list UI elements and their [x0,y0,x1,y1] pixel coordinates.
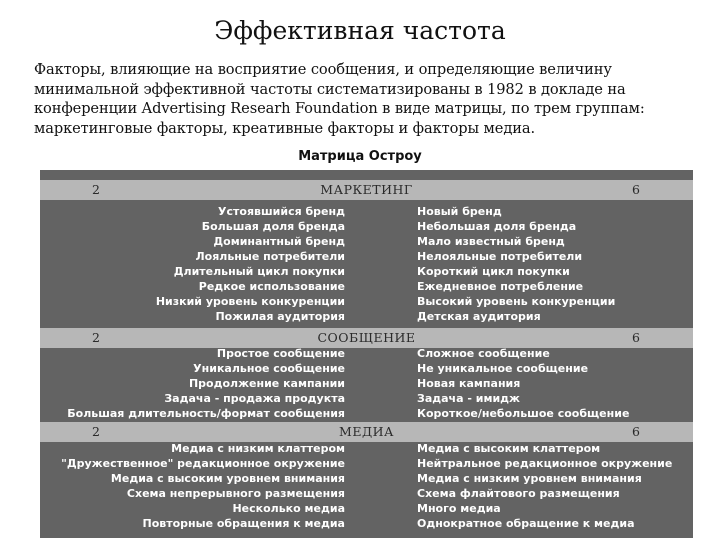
scale-high: 6 [632,182,640,197]
factor-low-frequency: "Дружественное" редакционное окружение [61,457,345,470]
matrix-row [40,264,693,279]
factor-high-frequency: Ежедневное потребление [417,280,584,293]
matrix-row [40,249,693,264]
factor-high-frequency: Новый бренд [417,205,502,218]
factor-high-frequency: Новая кампания [417,377,521,390]
factor-low-frequency: Пожилая аудитория [215,310,345,323]
matrix-row [40,486,693,501]
matrix-title: Матрица Остроу [298,149,422,164]
matrix-row [40,294,693,309]
factor-low-frequency: Медиа с низким клаттером [171,442,345,455]
scale-low: 2 [92,424,100,439]
group-header-media [40,422,693,442]
factor-high-frequency: Короткое/небольшое сообщение [417,407,630,420]
factor-low-frequency: Доминантный бренд [213,235,345,248]
group-name: МАРКЕТИНГ [320,182,413,197]
scale-low: 2 [92,330,100,345]
matrix-row [40,471,693,486]
factor-low-frequency: Несколько медиа [232,502,345,515]
factor-high-frequency: Медиа с высоким клаттером [417,442,601,455]
factor-low-frequency: Медиа с высоким уровнем внимания [110,472,345,485]
group-name: МЕДИА [339,424,394,439]
factor-low-frequency: Длительный цикл покупки [173,265,345,278]
matrix-row [40,346,693,361]
group-name: СООБЩЕНИЕ [317,330,416,345]
matrix-row [40,406,693,421]
group-rows-media [40,441,693,531]
intro-paragraph: Факторы, влияющие на восприятие сообщения, и определяющие величину минимальной эффективной частоты систематизированы в 1982 в докладе на конференции Advertising Researh Foundation в виде матрицы, по трем группам: маркетинговые факторы, креативные факторы и факторы медиа. [34,61,645,137]
factor-low-frequency: Схема непрерывного размещения [126,487,345,500]
ostrow-matrix [40,170,693,538]
factor-high-frequency: Нелояльные потребители [417,250,583,263]
group-rows-marketing [40,204,693,324]
slide-title: Эффективная частота [214,16,506,45]
factor-high-frequency: Много медиа [417,502,501,515]
factor-low-frequency: Большая длительность/формат сообщения [67,407,345,420]
group-rows-message [40,346,693,421]
matrix-row [40,376,693,391]
factor-high-frequency: Небольшая доля бренда [417,220,577,233]
factor-high-frequency: Схема флайтового размещения [417,487,620,500]
scale-high: 6 [632,424,640,439]
factor-low-frequency: Лояльные потребители [195,250,345,263]
matrix-row [40,391,693,406]
factor-low-frequency: Низкий уровень конкуренции [155,295,345,308]
factor-low-frequency: Простое сообщение [216,347,345,360]
matrix-row [40,234,693,249]
factor-low-frequency: Редкое использование [198,280,345,293]
matrix-row [40,456,693,471]
factor-low-frequency: Задача - продажа продукта [164,392,345,405]
factor-high-frequency: Мало известный бренд [417,235,565,248]
scale-low: 2 [92,182,100,197]
matrix-row [40,361,693,376]
group-header-message [40,328,693,348]
matrix-row [40,501,693,516]
factor-high-frequency: Не уникальное сообщение [417,362,589,375]
factor-high-frequency: Нейтральное редакционное окружение [417,457,673,470]
scale-high: 6 [632,330,640,345]
factor-high-frequency: Задача - имидж [417,392,520,405]
matrix-row [40,441,693,456]
factor-low-frequency: Устоявшийся бренд [218,205,345,218]
matrix-row [40,279,693,294]
factor-high-frequency: Короткий цикл покупки [417,265,570,278]
matrix-row [40,309,693,324]
factor-low-frequency: Повторные обращения к медиа [142,517,345,530]
factor-high-frequency: Однократное обращение к медиа [417,517,635,530]
matrix-row [40,204,693,219]
factor-low-frequency: Продолжение кампании [188,377,345,390]
matrix-row [40,219,693,234]
factor-high-frequency: Медиа с низким уровнем внимания [417,472,642,485]
factor-high-frequency: Высокий уровень конкуренции [417,295,616,308]
factor-high-frequency: Детская аудитория [417,310,541,323]
factor-low-frequency: Большая доля бренда [201,220,345,233]
matrix-row [40,516,693,531]
factor-low-frequency: Уникальное сообщение [193,362,345,375]
group-header-marketing [40,180,693,200]
factor-high-frequency: Сложное сообщение [417,347,550,360]
